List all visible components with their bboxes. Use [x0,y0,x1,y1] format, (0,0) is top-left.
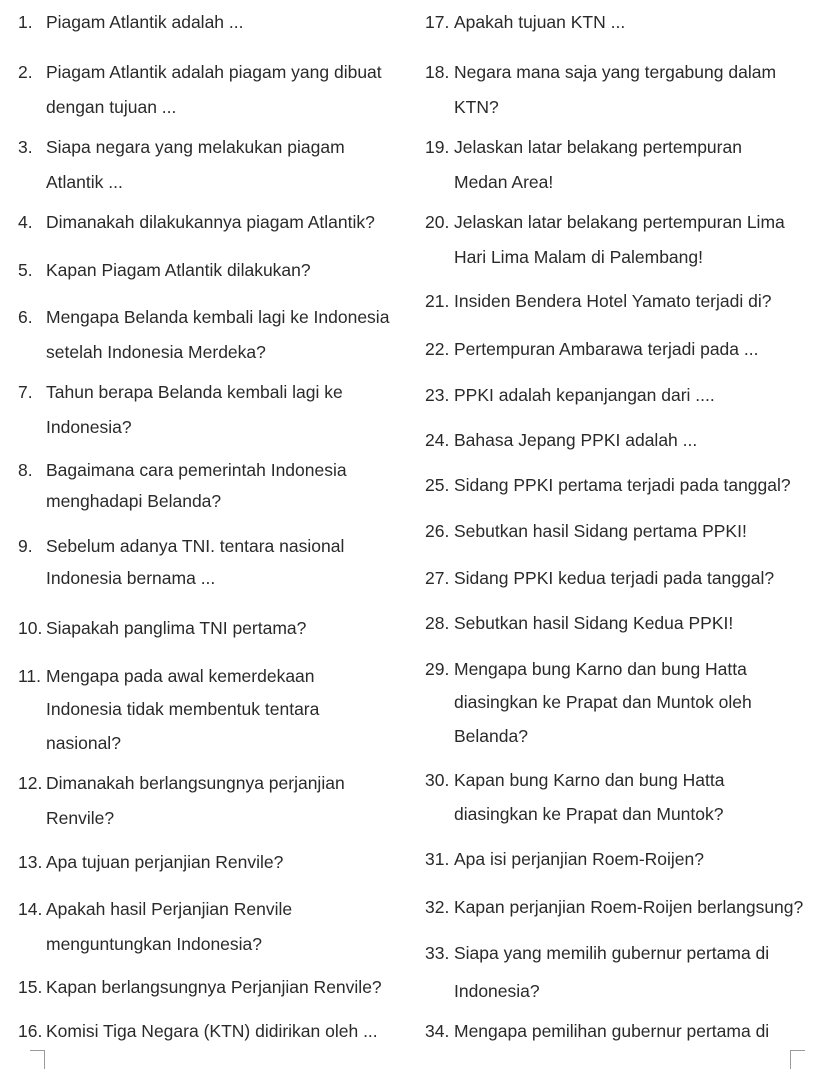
question-line: Kapan berlangsungnya Perjanjian Renvile? [46,977,382,997]
question-item [425,891,803,923]
question-number: 33. [425,943,450,963]
question-item [425,379,715,411]
question-number: 30. [425,770,450,790]
question-number: 26. [425,521,450,541]
question-number: 14. [18,899,43,919]
question-text [454,131,742,201]
question-line: Sebutkan hasil Sidang Kedua PPKI! [454,613,734,633]
question-text [46,206,375,238]
question-line: Dimanakah dilakukannya piagam Atlantik? [46,212,375,232]
question-line: Siapa yang memilih gubernur pertama di [454,943,770,963]
question-line: Siapa negara yang melakukan piagam [46,137,345,157]
question-number: 2. [18,62,33,82]
question-line: dengan tujuan ... [46,97,177,117]
question-item [425,1015,769,1047]
question-item [18,893,292,963]
question-item [425,6,625,38]
question-line: Indonesia tidak membentuk tentara [46,699,320,719]
question-line: Indonesia? [454,981,540,1001]
question-item [18,767,345,837]
question-item [18,301,389,371]
question-text [454,379,715,411]
question-number: 21. [425,291,450,311]
question-text [46,6,243,38]
question-number: 8. [18,460,33,480]
question-line: Jelaskan latar belakang pertempuran [454,137,742,157]
question-line: Kapan perjanjian Roem-Roijen berlangsung? [454,897,804,917]
question-line: Belanda? [454,726,528,746]
question-line: Sidang PPKI pertama terjadi pada tanggal? [454,475,791,495]
question-item [425,937,769,1013]
question-text [46,454,347,516]
question-line: Atlantik ... [46,172,123,192]
question-item [18,971,382,1003]
question-item [425,333,758,365]
question-item [18,660,319,760]
question-line: Jelaskan latar belakang pertempuran Lima [454,212,785,232]
question-number: 18. [425,62,450,82]
question-number: 1. [18,12,33,32]
question-item [18,1015,378,1047]
question-line: diasingkan ke Prapat dan Muntok oleh [454,692,752,712]
question-text [46,1015,378,1047]
question-line: Tahun berapa Belanda kembali lagi ke [46,382,343,402]
question-number: 34. [425,1021,450,1041]
question-text [454,469,791,501]
question-number: 23. [425,385,450,405]
question-item [18,454,347,516]
question-line: Pertempuran Ambarawa terjadi pada ... [454,339,759,359]
question-line: Apakah tujuan KTN ... [454,12,626,32]
question-line: Apa isi perjanjian Roem-Roijen? [454,849,704,869]
question-number: 11. [18,666,42,686]
question-text [46,767,345,837]
question-line: Indonesia bernama ... [46,568,216,588]
question-line: Bahasa Jepang PPKI adalah ... [454,430,698,450]
question-item [425,206,785,276]
question-item [18,612,306,644]
question-line: Indonesia? [46,417,132,437]
question-line: setelah Indonesia Merdeka? [46,342,266,362]
question-text [46,612,306,644]
question-text [454,562,774,594]
question-text [454,653,752,753]
question-text [46,254,311,286]
question-number: 27. [425,568,450,588]
question-line: Piagam Atlantik adalah piagam yang dibuat [46,62,382,82]
question-line: Mengapa pada awal kemerdekaan [46,666,315,686]
question-text [454,333,758,365]
question-item [425,764,725,832]
question-text [454,607,733,639]
question-line: Mengapa Belanda kembali lagi ke Indonesia [46,307,390,327]
question-number: 6. [18,307,33,327]
question-number: 28. [425,613,450,633]
question-text [454,285,771,317]
question-number: 3. [18,137,33,157]
question-number: 32. [425,897,450,917]
question-text [454,6,625,38]
question-number: 29. [425,659,450,679]
question-text [46,893,292,963]
question-line: Renvile? [46,808,115,828]
question-line: Kapan bung Karno dan bung Hatta [454,770,725,790]
question-item [18,206,375,238]
question-text [454,937,769,1013]
question-text [46,376,343,446]
question-number: 15. [18,977,43,997]
question-line: Sebelum adanya TNI. tentara nasional [46,536,345,556]
question-number: 12. [18,773,43,793]
question-item [18,254,311,286]
question-number: 22. [425,339,450,359]
question-line: Medan Area! [454,172,554,192]
question-text [46,131,345,201]
question-item [425,562,774,594]
question-line: menghadapi Belanda? [46,491,222,511]
question-number: 16. [18,1021,43,1041]
crop-mark-bottom-right [790,1050,805,1069]
crop-mark-bottom-left [30,1050,45,1069]
question-text [454,515,747,547]
question-number: 20. [425,212,450,232]
question-text [46,846,283,878]
question-item [425,515,747,547]
question-number: 5. [18,260,33,280]
question-item [18,56,382,126]
question-number: 25. [425,475,450,495]
question-line: Sebutkan hasil Sidang pertama PPKI! [454,521,747,541]
question-item [18,6,243,38]
question-item [18,530,344,595]
question-item [425,131,742,201]
question-line: Mengapa bung Karno dan bung Hatta [454,659,747,679]
question-line: Apa tujuan perjanjian Renvile? [46,852,284,872]
question-number: 24. [425,430,450,450]
question-text [46,56,382,126]
question-number: 19. [425,137,450,157]
question-number: 9. [18,536,33,556]
question-number: 13. [18,852,43,872]
question-line: Bagaimana cara pemerintah Indonesia [46,460,347,480]
question-item [18,131,345,201]
question-item [425,469,791,501]
question-text [46,660,319,760]
question-item [425,424,697,456]
question-text [46,530,344,595]
question-text [454,56,776,126]
question-line: Kapan Piagam Atlantik dilakukan? [46,260,311,280]
question-line: Hari Lima Malam di Palembang! [454,247,703,267]
question-item [425,56,776,126]
question-line: KTN? [454,97,499,117]
question-line: Apakah hasil Perjanjian Renvile [46,899,293,919]
question-text [46,971,382,1003]
question-line: diasingkan ke Prapat dan Muntok? [454,804,724,824]
question-item [18,376,343,446]
question-number: 7. [18,382,33,402]
question-number: 4. [18,212,33,232]
question-text [454,764,725,832]
question-item [18,846,283,878]
question-item [425,285,771,317]
question-number: 17. [425,12,450,32]
question-text [454,1015,769,1047]
question-line: menguntungkan Indonesia? [46,934,263,954]
question-line: PPKI adalah kepanjangan dari .... [454,385,715,405]
question-line: Komisi Tiga Negara (KTN) didirikan oleh ... [46,1021,378,1041]
question-line: Mengapa pemilihan gubernur pertama di [454,1021,770,1041]
question-number: 10. [18,618,43,638]
question-item [425,843,704,875]
question-item [425,653,752,753]
question-line: Insiden Bendera Hotel Yamato terjadi di? [454,291,772,311]
question-text [46,301,389,371]
question-line: nasional? [46,733,121,753]
question-text [454,891,803,923]
question-text [454,206,785,276]
question-text [454,843,704,875]
question-item [425,607,733,639]
question-line: Siapakah panglima TNI pertama? [46,618,307,638]
question-text [454,424,697,456]
question-line: Sidang PPKI kedua terjadi pada tanggal? [454,568,775,588]
question-line: Piagam Atlantik adalah ... [46,12,244,32]
question-line: Negara mana saja yang tergabung dalam [454,62,777,82]
question-number: 31. [425,849,450,869]
question-line: Dimanakah berlangsungnya perjanjian [46,773,345,793]
